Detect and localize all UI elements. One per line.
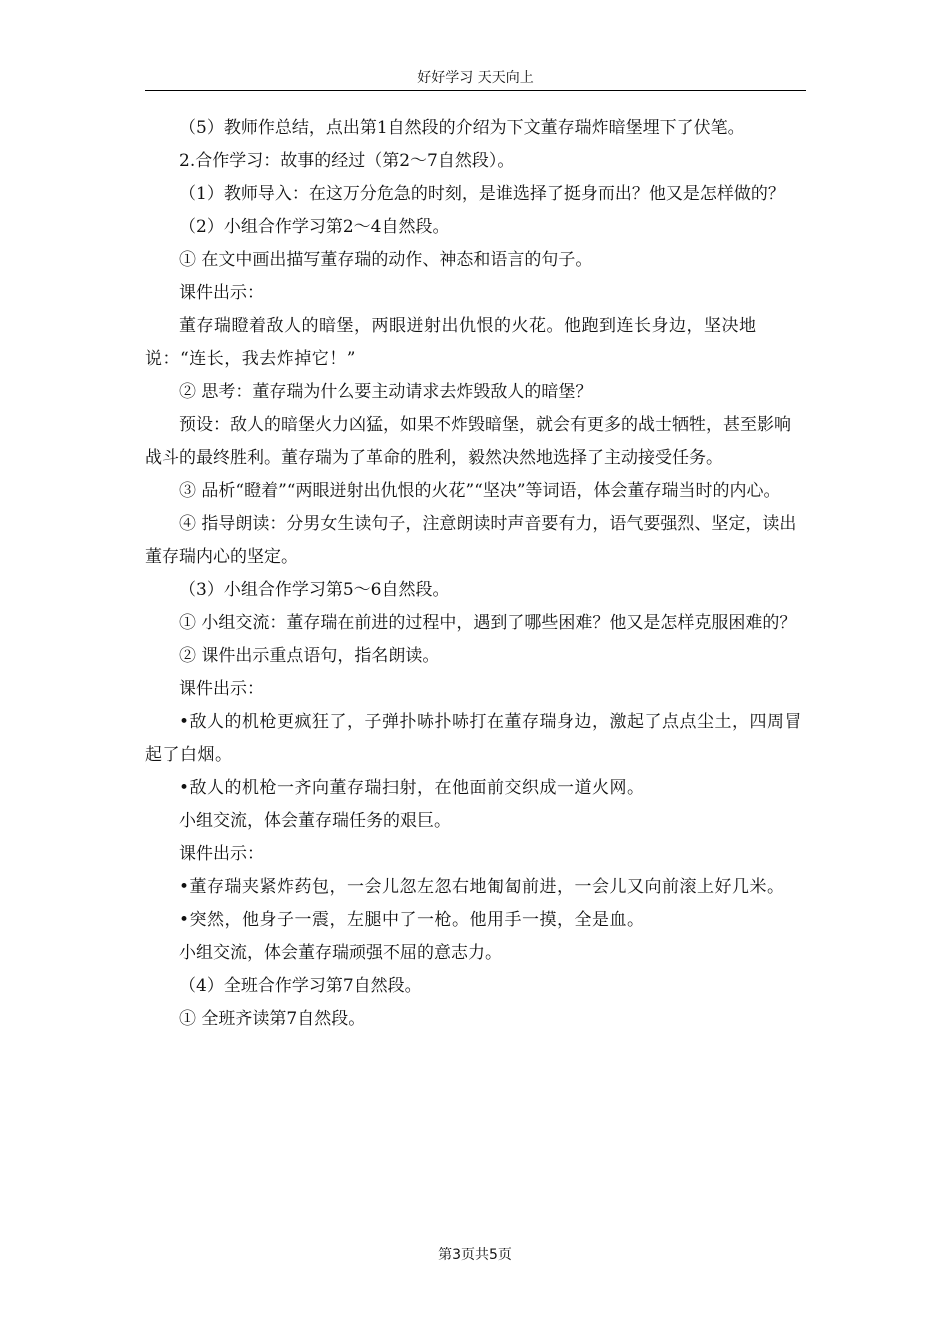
paragraph: （3）小组合作学习第5～6自然段。 [179,580,450,600]
quoted-text: •董存瑞夹紧炸药包，一会儿忽左忽右地匍匐前进，一会儿又向前滚上好几米。 [179,877,785,897]
paragraph: 预设：敌人的暗堡火力凶猛，如果不炸毁暗堡，就会有更多的战士牺牲，甚至影响战斗的最终胜利。董存瑞为了革命的胜利，毅然决然地选择了主动接受任务。 [145,415,791,468]
paragraph: 小组交流，体会董存瑞顽强不屈的意志力。 [179,943,502,963]
paragraph: 课件出示： [179,679,264,699]
paragraph: ④ 指导朗读：分男女生读句子，注意朗读时声音要有力，语气要强烈、坚定，读出董存瑞内心的坚定。 [145,514,797,567]
paragraph: 课件出示： [179,844,264,864]
paragraph: ② 思考：董存瑞为什么要主动请求去炸毁敌人的暗堡？ [179,382,593,402]
paragraph: ③ 品析“瞪着”“两眼迸射出仇恨的火花”“坚决”等词语，体会董存瑞当时的内心。 [179,481,781,501]
paragraph: ① 全班齐读第7自然段。 [179,1009,366,1029]
paragraph: （5）教师作总结，点出第1自然段的介绍为下文董存瑞炸暗堡埋下了伏笔。 [179,118,745,138]
page-header: 好好学习 天天向上 [417,70,534,86]
paragraph: 2.合作学习：故事的经过（第2～7自然段）。 [179,151,515,171]
paragraph: 课件出示： [179,283,264,303]
paragraph: ① 小组交流：董存瑞在前进的过程中，遇到了哪些困难？他又是怎样克服困难的？ [179,613,797,633]
paragraph: （4）全班合作学习第7自然段。 [179,976,422,996]
paragraph: ② 课件出示重点语句，指名朗读。 [179,646,440,666]
paragraph: ① 在文中画出描写董存瑞的动作、神态和语言的句子。 [179,250,593,270]
quoted-text: •敌人的机枪更疯狂了，子弹扑哧扑哧打在董存瑞身边，激起了点点尘土，四周冒起了白烟。 [145,712,803,765]
header-divider [145,90,806,91]
quoted-text: •突然，他身子一震，左腿中了一枪。他用手一摸，全是血。 [179,910,645,930]
document-body [145,112,806,1036]
quoted-text: 董存瑞瞪着敌人的暗堡，两眼迸射出仇恨的火花。他跑到连长身边，坚决地说：“连长，我去炸掉它！” [145,316,757,369]
paragraph: 小组交流，体会董存瑞任务的艰巨。 [179,811,451,831]
paragraph: （1）教师导入：在这万分危急的时刻，是谁选择了挺身而出？他又是怎样做的？ [179,184,785,204]
quoted-text: •敌人的机枪一齐向董存瑞扫射，在他面前交织成一道火网。 [179,778,645,798]
paragraph: （2）小组合作学习第2～4自然段。 [179,217,450,237]
page-footer: 第3页共5页 [438,1247,512,1263]
